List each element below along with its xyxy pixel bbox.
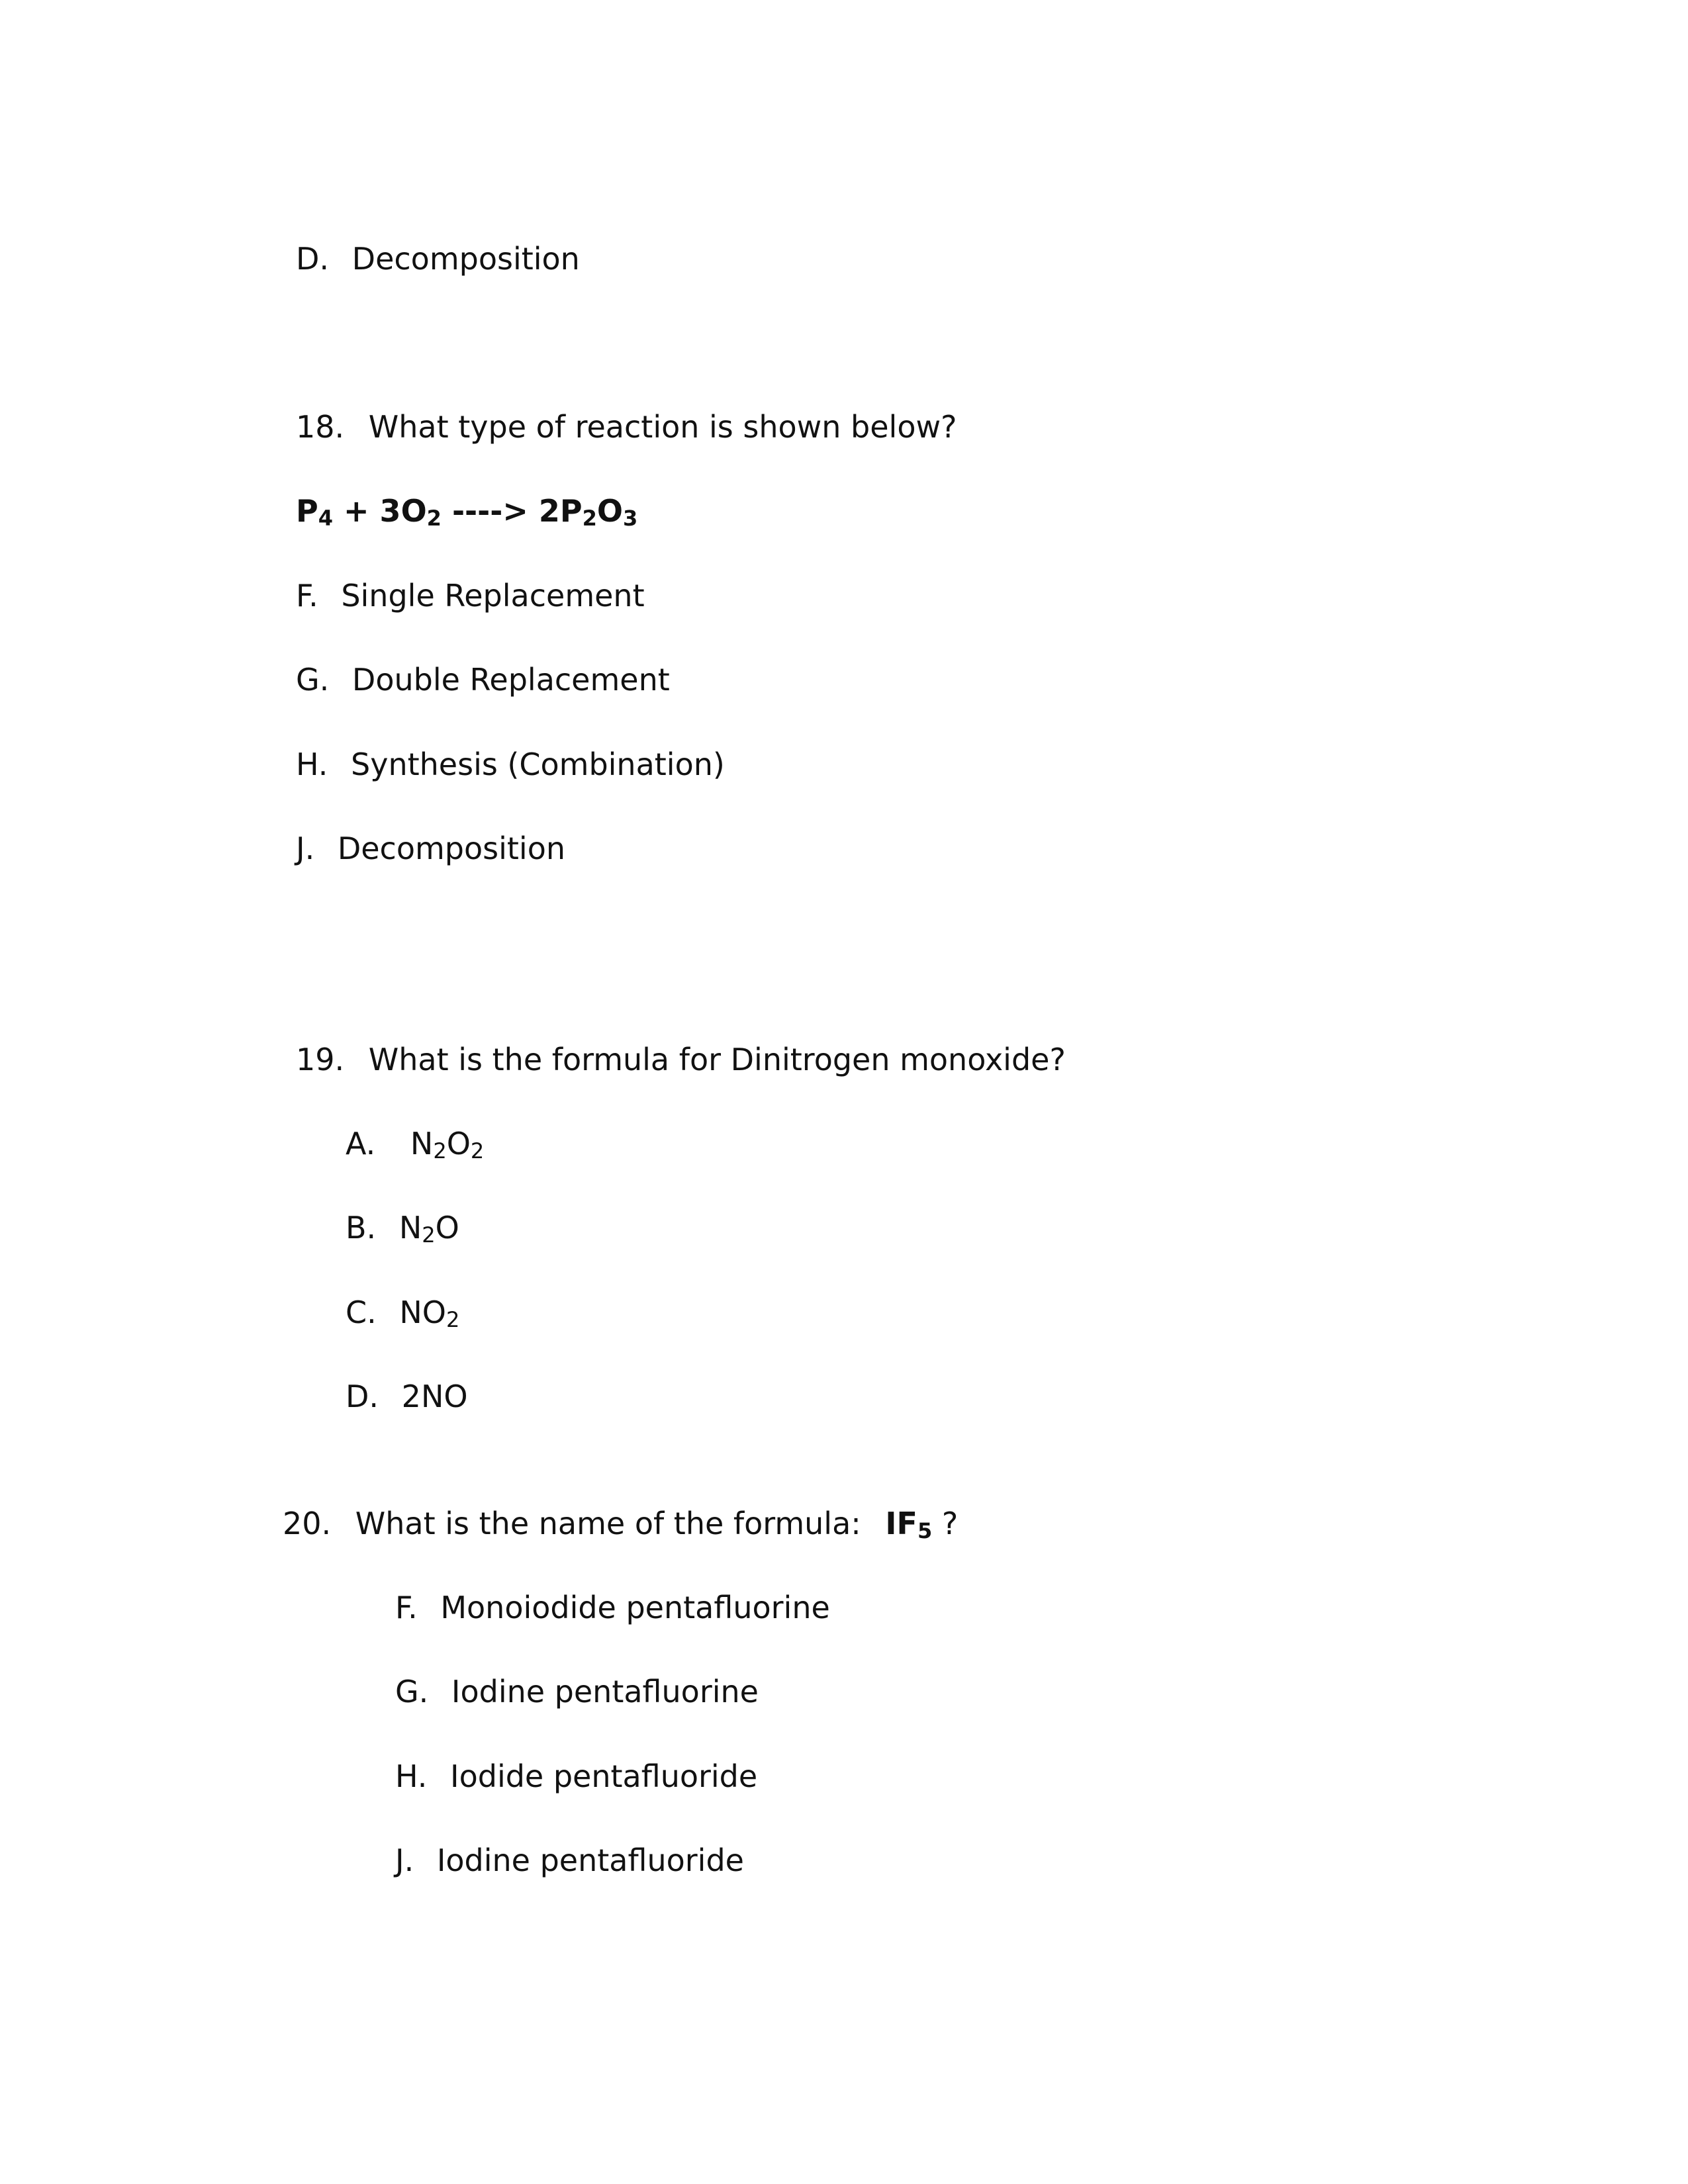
question-text: What type of reaction is shown below? bbox=[368, 409, 957, 445]
option-letter: D. bbox=[346, 1379, 379, 1414]
formula-subscript: 2 bbox=[422, 1222, 436, 1248]
option-formula bbox=[399, 1209, 459, 1246]
q18-option-j bbox=[296, 830, 565, 867]
q20-option-f bbox=[395, 1589, 830, 1626]
eq-part: O bbox=[596, 493, 623, 529]
option-letter: G. bbox=[296, 662, 330, 698]
reaction-equation bbox=[296, 492, 637, 529]
question-18 bbox=[296, 408, 957, 445]
option-letter: C. bbox=[346, 1295, 377, 1330]
question-number: 18. bbox=[296, 409, 345, 445]
formula-part: NO bbox=[399, 1295, 446, 1330]
option-letter: H. bbox=[395, 1758, 428, 1794]
option-letter: G. bbox=[395, 1674, 429, 1709]
q18-option-g bbox=[296, 661, 670, 698]
q18-option-h bbox=[296, 746, 725, 783]
option-letter: A. bbox=[346, 1126, 376, 1161]
option-letter: F. bbox=[395, 1590, 418, 1625]
option-text: Monoiodide pentafluorine bbox=[440, 1590, 830, 1625]
formula-part: N bbox=[399, 1210, 422, 1246]
q19-option-b bbox=[346, 1209, 459, 1246]
q19-option-c bbox=[346, 1294, 459, 1331]
eq-subscript: 4 bbox=[318, 506, 333, 531]
formula-part: N bbox=[410, 1126, 434, 1161]
question-number: 19. bbox=[296, 1042, 345, 1077]
q19-option-a bbox=[346, 1125, 484, 1162]
option-text: Iodide pentafluoride bbox=[450, 1758, 758, 1794]
option-letter: D. bbox=[296, 241, 330, 277]
prev-option-d bbox=[296, 240, 580, 277]
option-letter: B. bbox=[346, 1210, 377, 1246]
question-19 bbox=[296, 1041, 1066, 1078]
eq-part: P bbox=[296, 493, 318, 529]
q18-option-f bbox=[296, 577, 645, 614]
eq-subscript: 3 bbox=[622, 506, 638, 531]
formula-part: O bbox=[435, 1210, 459, 1246]
q20-option-j bbox=[395, 1842, 744, 1879]
eq-part: ----> 2P bbox=[441, 493, 583, 529]
eq-subscript: 2 bbox=[426, 506, 442, 531]
q20-option-h bbox=[395, 1758, 757, 1795]
formula-subscript: 5 bbox=[917, 1518, 933, 1543]
formula-part: IF bbox=[885, 1506, 917, 1541]
question-text: What is the formula for Dinitrogen monoxide? bbox=[368, 1042, 1066, 1077]
option-text: Iodine pentafluoride bbox=[436, 1843, 744, 1878]
question-number: 20. bbox=[283, 1506, 332, 1541]
question-20 bbox=[283, 1505, 958, 1542]
eq-subscript: 2 bbox=[582, 506, 597, 531]
option-text: Single Replacement bbox=[341, 578, 645, 614]
option-text: Decomposition bbox=[337, 831, 565, 866]
formula-subscript: 2 bbox=[433, 1138, 447, 1163]
q20-option-g bbox=[395, 1673, 759, 1710]
question-mark: ? bbox=[941, 1506, 959, 1541]
option-formula: 2NO bbox=[401, 1379, 468, 1414]
formula-subscript: 2 bbox=[470, 1138, 485, 1163]
option-formula bbox=[410, 1125, 484, 1162]
question-text: What is the name of the formula: bbox=[355, 1506, 861, 1541]
option-text: Double Replacement bbox=[352, 662, 670, 698]
formula-subscript: 2 bbox=[446, 1307, 460, 1332]
q19-option-d bbox=[346, 1378, 468, 1415]
option-letter: H. bbox=[296, 747, 328, 782]
formula-part: O bbox=[446, 1126, 471, 1161]
option-text: Decomposition bbox=[352, 241, 580, 277]
option-letter: J. bbox=[395, 1843, 414, 1878]
eq-part: + 3O bbox=[332, 493, 427, 529]
option-formula bbox=[399, 1294, 459, 1331]
option-letter: J. bbox=[296, 831, 315, 866]
option-letter: F. bbox=[296, 578, 318, 614]
option-text: Synthesis (Combination) bbox=[351, 747, 725, 782]
option-text: Iodine pentafluorine bbox=[451, 1674, 759, 1709]
question-formula bbox=[885, 1506, 932, 1541]
